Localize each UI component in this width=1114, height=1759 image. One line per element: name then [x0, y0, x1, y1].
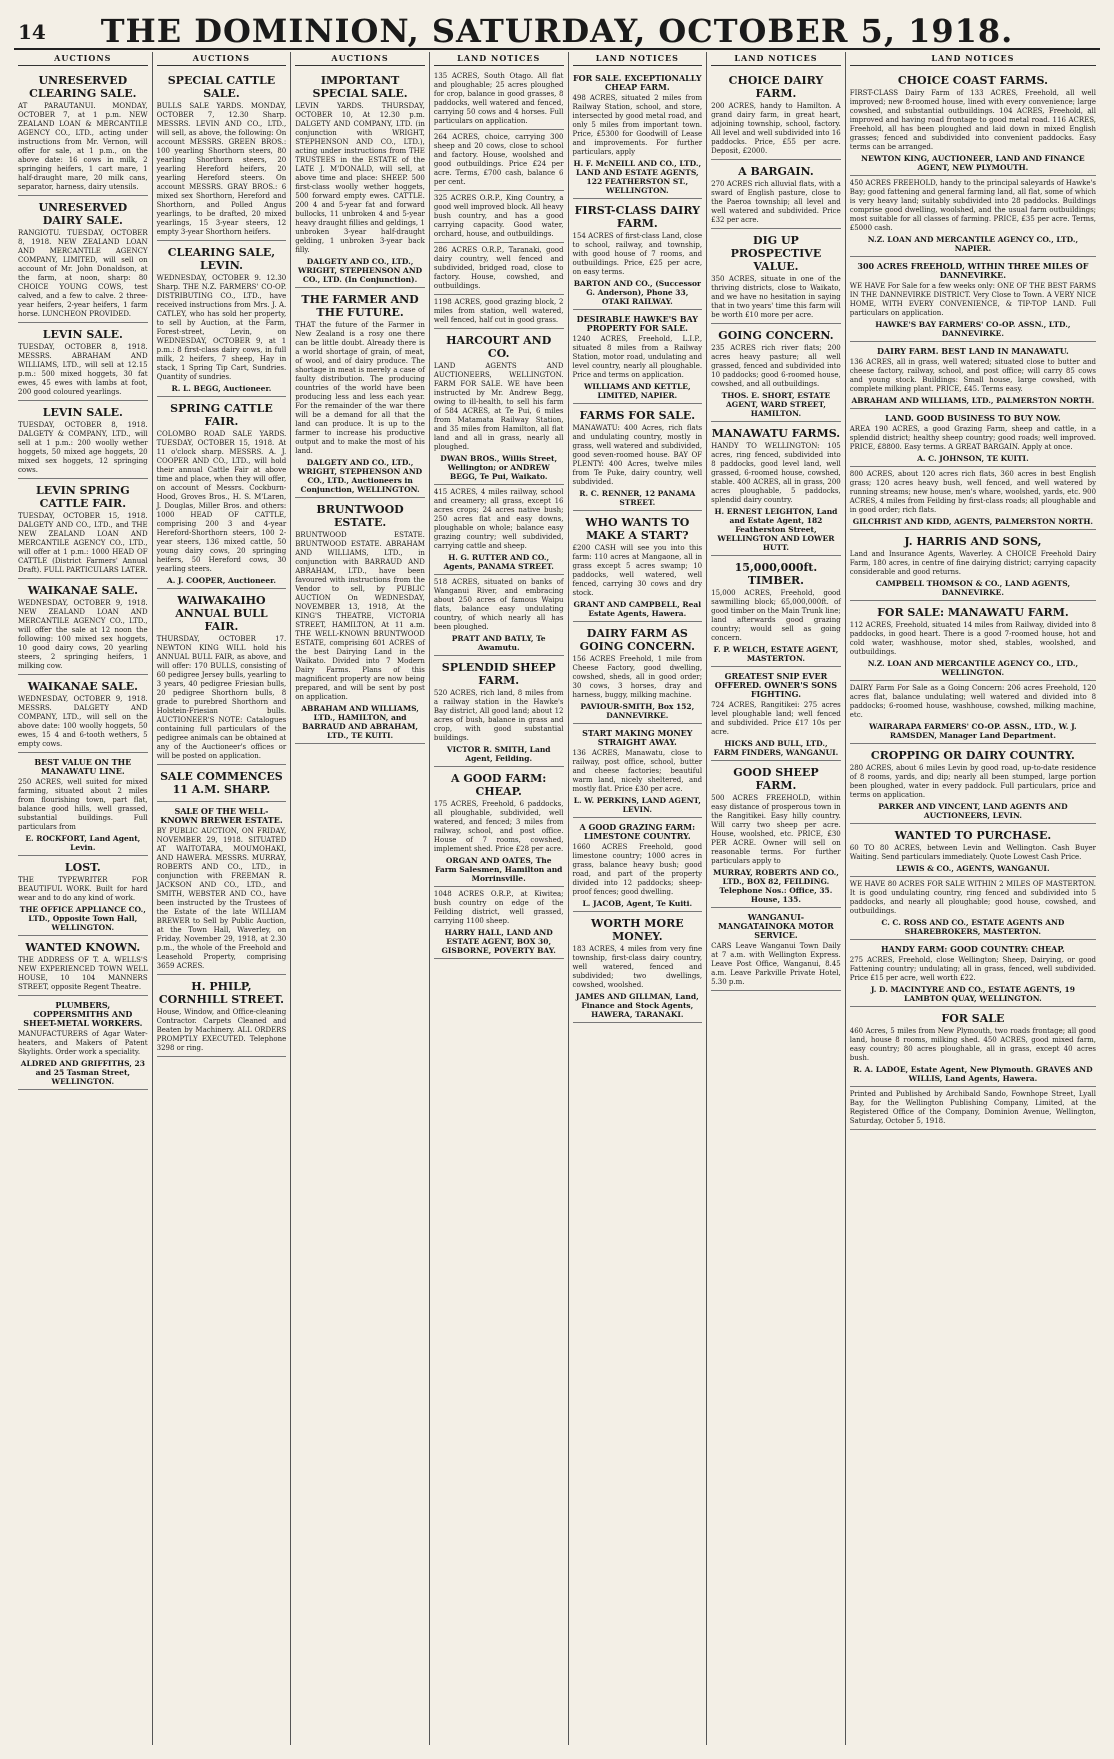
column-header: LAND NOTICES [711, 52, 841, 66]
advertisement [573, 404, 703, 511]
ad-agent: DALGETY AND CO., LTD., WRIGHT, STEPHENSON AND CO., LTD. (In Conjunction). [297, 257, 423, 284]
advertisement [434, 485, 564, 575]
ad-heading: PLUMBERS, COPPERSMITHS AND SHEET-METAL WORKERS. [23, 1000, 143, 1028]
ad-agent: E. ROCKFORT, Land Agent, Levin. [25, 834, 141, 852]
ad-agent: N.Z. LOAN AND MERCANTILE AGENCY CO., LTD., WELLINGTON. [867, 659, 1079, 677]
ad-body: 498 ACRES, situated 2 miles from Railway Station, school, and store, intersected by good metal road, and only 5 miles from important town. Price, £5300 for Goodwill of Lease and improvements. For further particulars, apply [572, 94, 703, 156]
advertisement [18, 856, 148, 936]
advertisement [850, 940, 1096, 1007]
advertisement [850, 467, 1096, 530]
column-header: LAND NOTICES [573, 52, 703, 66]
ad-agent: THOS. E. SHORT, ESTATE AGENT, WARD STREET, HAMILTON. [721, 391, 831, 418]
ad-heading: 300 ACRES FREEHOLD, WITHIN THREE MILES OF DANNEVIRKE. [857, 261, 1089, 280]
ad-agent: A. J. COOPER, Auctioneer. [166, 576, 276, 585]
advertisement [157, 975, 287, 1057]
ad-heading: IMPORTANT SPECIAL SALE. [312, 74, 408, 100]
ad-agent: DWAN BROS., Willis Street, Wellington; or ANDREW BEGG, Te Pui, Waikato. [440, 454, 558, 481]
ad-body: THE ADDRESS OF T. A. WELLS'S NEW EXPERIENCED TOWN WELL HOUSE, 10 104 MANNERS STREET, opposite Regent Theatre. [18, 956, 148, 991]
ad-body: 183 ACRES, 4 miles from very fine township, first-class dairy country, well watered, fenced and subdivided; two dwellings, cowshed, woolshed. [572, 945, 703, 989]
ad-agent: A. C. JOHNSON, TE KUITI. [917, 454, 1029, 463]
ad-body: 154 ACRES of first-class Land, close to school, railway, and township, with good house of 7 rooms, and outbuildings. Price, £25 per acre, on easy terms. [572, 232, 703, 276]
ad-body: BY PUBLIC AUCTION, ON FRIDAY, NOVEMBER 29, 1918. SITUATED AT WAITOTARA, MOUMOHAKI, AND HAWERA. MESSRS. MURRAY, ROBERTS AND CO., LTD., in conjunction with FREEMAN R. JACKSON AND CO., LTD., and SMITH, WEBSTER AND CO., have been instructed by the Trustees of the Estate of the late WILLIAM BREWER to Sell by Public Auction, at the Town Hall, Waverley, on Friday, November 29, 1918, at 2.30 p.m., the whole of the Freehold and Leasehold Property, comprising 3659 ACRES. [156, 827, 287, 970]
ad-body: FIRST-CLASS Dairy Farm of 133 ACRES, Freehold, all well improved; new 8-roomed house, lined with every convenience; large cowshed, and substantial outbuildings. 104 ACRES, Freehold, all improved and having road frontage to good metal road. 116 ACRES, Freehold, all has been ploughed and laid down in mixed English grasses; fenced and subdivided into convenient paddocks. Easy terms can be arranged. [849, 89, 1097, 151]
ad-heading: FARMS FOR SALE. [579, 409, 696, 422]
ad-body: WEDNESDAY, OCTOBER 9, 1918. MESSRS. DALGETY AND COMPANY, LTD., will sell on the above date: 100 woolly hoggets, 50 ewes, 15 4 and 6-tooth wethers, 5 empty cows. [18, 695, 148, 748]
ad-agent: WAIRARAPA FARMERS' CO-OP. ASSN., LTD., W. J. RAMSDEN, Manager Land Department. [869, 722, 1077, 740]
column-header: AUCTIONS [295, 52, 425, 66]
ad-heading: WAIWAKAIHO ANNUAL BULL FAIR. [175, 594, 268, 633]
page-number: 14 [18, 20, 46, 44]
ad-heading: SALE OF THE WELL-KNOWN BREWER ESTATE. [160, 806, 283, 825]
ad-heading: LEVIN SALE. [42, 406, 123, 419]
ad-body: TUESDAY, OCTOBER 15, 1918. DALGETY AND CO., LTD., and THE NEW ZEALAND LOAN AND MERCANTILE AGENCY CO., LTD., will offer at 1 p.m.: 1000 HEAD OF CATTLE (District Farmers' Annual Draft). FULL PARTICULARS LATER. [18, 512, 148, 574]
ad-body: Printed and Published by Archibald Sando, Fownhope Street, Lyall Bay, for the Wellington Publishing Company, Limited, at the Registered Office of the Company, Dominion Avenue, Wellington, Saturday, October 5, 1918. [849, 1090, 1097, 1125]
ad-agent: GILCHRIST AND KIDD, AGENTS, PALMERSTON NORTH. [852, 517, 1094, 526]
column-1 [14, 52, 153, 1745]
advertisement [18, 675, 148, 753]
ad-body: 200 ACRES, handy to Hamilton. A grand dairy farm, in great heart, adjoining township, school, factory. All level and well subdivided into 16 paddocks. Price, £55 per acre. Deposit, £2000. [711, 102, 841, 155]
ad-body: 350 ACRES, situate in one of the thriving districts, close to Waikato, and we have no hesitation in saying that in two years' time this farm will be worth £10 more per acre. [711, 275, 841, 319]
advertisement [850, 342, 1096, 409]
ad-body: THE TYPEWRITER FOR BEAUTIFUL WORK. Built for hard wear and to do any kind of work. [18, 876, 148, 902]
ad-body: 136 ACRES, all in grass, well watered; situated close to butter and cheese factory, railway, school, and post office; will carry 85 cows and young stock. Buildings: Small house, large cowshed, with complete milking plant. PRICE, £45. Terms easy. [849, 358, 1097, 393]
advertisement [434, 295, 564, 329]
ad-agent: NEWTON KING, AUCTIONEER, LAND AND FINANCE AGENT, NEW PLYMOUTH. [861, 154, 1085, 172]
ad-agent: R. C. RENNER, 12 PANAMA STREET. [579, 489, 696, 507]
advertisement [573, 69, 703, 199]
ad-body: AREA 190 ACRES, a good Grazing Farm, sheep and cattle, in a splendid district; healthy sheep country; good roads; well improved. PRICE, £8800. Easy terms. A GREAT BARGAIN. Apply at once. [849, 425, 1097, 451]
advertisement [434, 191, 564, 243]
ad-heading: SPRING CATTLE FAIR. [170, 402, 273, 428]
ad-heading: WANTED TO PURCHASE. [894, 829, 1052, 842]
advertisement [573, 818, 703, 912]
ad-body: 275 ACRES, Freehold, close Wellington; Sheep, Dairying, or good Fattening country; undulating; all in grass, fenced, well subdivided. Price £15 per acre, well worth £22. [849, 956, 1097, 982]
advertisement [573, 724, 703, 818]
advertisement [711, 908, 841, 991]
ad-agent: N.Z. LOAN AND MERCANTILE AGENCY CO., LTD., NAPIER. [867, 235, 1079, 253]
ad-body: 325 ACRES O.R.P., King Country, a good well improved block. All heavy bush country, and has a good carrying capacity. Good water, orchard, house, and outbuildings. [433, 194, 564, 238]
ad-agent: R. L. BEGG, Auctioneer. [171, 384, 272, 393]
ad-body: 136 ACRES, Manawatu, close to railway, post office, school, butter and cheese factories; beautiful warm land, nicely sheltered, and mostly flat. Price £30 per acre. [572, 749, 703, 793]
ad-body: WEDNESDAY, OCTOBER 9. 12.30 Sharp. THE N.Z. FARMERS' CO-OP. DISTRIBUTING CO., LTD., have received instructions from Mrs. J. A. CATLEY, who has sold her property, to sell by Auction, at the Farm, Forest-street, Levin, on WEDNESDAY, OCTOBER 9, at 1 p.m.: 8 first-class dairy cows, in full milk, 2 heifers, 7 sheep, Hay in stack, 1 Spring Tip Cart, Sundries. Quantity of sundries. [156, 274, 287, 381]
newspaper-title: THE DOMINION, SATURDAY, OCTOBER 5, 1918. [100, 12, 1014, 50]
ad-heading: CROPPING OR DAIRY COUNTRY. [870, 749, 1075, 762]
advertisement [434, 575, 564, 656]
ad-heading: DAIRY FARM. BEST LAND IN MANAWATU. [877, 346, 1069, 356]
ad-heading: FOR SALE: MANAWATU FARM. [877, 606, 1069, 619]
ad-agent: MURRAY, ROBERTS AND CO., LTD., BOX 82, FEILDING. Telephone Nos.: Office, 35. House, 135. [712, 868, 839, 904]
ad-heading: H. PHILP, CORNHILL STREET. [158, 980, 284, 1006]
ad-heading: WAIKANAE SALE. [27, 680, 138, 693]
column-7 [846, 52, 1100, 1745]
ad-heading: 15,000,000ft. TIMBER. [734, 561, 818, 587]
ad-heading: A BARGAIN. [738, 165, 814, 178]
ad-body: TUESDAY, OCTOBER 8, 1918. MESSRS. ABRAHAM AND WILLIAMS, LTD., will sell at 12.15 p.m.: 500 mixed hoggets, 30 fat ewes, 45 ewes with lambs at foot, 200 good coloured yearlings. [18, 343, 148, 396]
advertisement [434, 243, 564, 295]
ad-body: WE HAVE For Sale for a few weeks only: ONE OF THE BEST FARMS IN THE DANNEVIRKE DISTRICT. Very Close to Town. A VERY NICE HOME, WITH EVERY CONVENIENCE, & TIP-TOP LAND. Full particulars on application. [849, 282, 1097, 317]
ad-heading: CHOICE DAIRY FARM. [728, 74, 824, 100]
ad-agent: R. A. LADOE, Estate Agent, New Plymouth. GRAVES AND WILLIS, Land Agents, Hawera. [853, 1065, 1093, 1083]
ad-agent: ORGAN AND OATES, The Farm Salesmen, Hamilton and Morrinsville. [434, 856, 563, 883]
ad-heading: WAIKANAE SALE. [27, 584, 138, 597]
ad-body: BULLS SALE YARDS. MONDAY, OCTOBER 7, 12.30 Sharp. MESSRS. LEVIN AND CO., LTD., will sell, as above, the following: On account MESSRS. GREEN BROS.: 100 yearling Shorthorn steers, 80 yearling Shorthorn steers, 20 yearling Hereford heifers, 20 yearling Hereford steers. On account MESSRS. GRAY BROS.: 6 mixed sex Shorthorn, Hereford and Shorthorn, and Polled Angus yearlings, to be drafted, 20 mixed yearlings, 15 3-year steers, 12 empty 3-year Shorthorn heifers. [156, 102, 287, 236]
ad-body: 520 ACRES, rich land, 8 miles from a railway station in the Hawke's Bay district, All good land; about 12 acres of bush, balance in grass and crop, with good substantial buildings. [433, 689, 564, 742]
masthead [14, 6, 1100, 50]
ad-heading: WHO WANTS TO MAKE A START? [585, 516, 690, 542]
ad-body: HANDY TO WELLINGTON: 105 acres, ring fenced, subdivided into 8 paddocks, good level land, well grassed, 6-roomed house, cowshed, stable. 400 ACRES, all in grass, 200 acres ploughable, 5 paddocks, splendid dairy country. [711, 442, 841, 504]
ad-heading: J. HARRIS AND SONS, [904, 535, 1042, 548]
ad-agent: BARTON AND CO., (Successor G. Anderson), Phone 33, OTAKI RAILWAY. [573, 279, 701, 306]
ad-heading: UNRESERVED CLEARING SALE. [29, 74, 137, 100]
ad-agent: L. W. PERKINS, LAND AGENT, LEVIN. [573, 796, 701, 814]
ad-body: 60 TO 80 ACRES, between Levin and Wellington. Cash Buyer Waiting. Send particulars immediately. Quote Lowest Cash Price. [849, 844, 1097, 861]
ad-heading: FOR SALE [941, 1012, 1005, 1025]
advertisement [711, 761, 841, 908]
ad-heading: SPLENDID SHEEP FARM. [441, 661, 556, 687]
ad-agent: C. C. ROSS AND CO., ESTATE AGENTS AND SHAREBROKERS, MASTERTON. [881, 918, 1065, 936]
ad-heading: FOR SALE. EXCEPTIONALLY CHEAP FARM. [572, 73, 702, 92]
ad-heading: SPECIAL CATTLE SALE. [167, 74, 276, 100]
ad-body: BRUNTWOOD ESTATE. BRUNTWOOD ESTATE. ABRAHAM AND WILLIAMS, LTD., in conjunction with BARRAUD AND ABRAHAM, LTD., have been favoured with instructions from the Vendor to sell, by PUBLIC AUCTION On WEDNESDAY, NOVEMBER 13, 1918, At the KING'S THEATRE, VICTORIA STREET, HAMILTON, At 11 a.m. THE WELL-KNOWN BRUNTWOOD ESTATE, comprising 601 ACRES of the best Dairying Land in the Waikato. Divided into 7 Modern Dairy Farms. Plans of this magnificent property are now being prepared, and will be sent by post on application. [295, 531, 425, 701]
advertisement [434, 767, 564, 887]
ad-heading: DAIRY FARM AS GOING CONCERN. [579, 627, 695, 653]
ad-body: 280 ACRES, about 6 miles Levin by good road, up-to-date residence of 8 rooms, yards, and dip; nearly all been stumped, large portion been ploughed, water in every paddock. Full particulars, price and terms on application. [849, 764, 1097, 799]
ad-agent: PRATT AND BATLY, Te Awamutu. [451, 634, 546, 652]
advertisement [157, 397, 287, 589]
ad-body: THAT the future of the Farmer in New Zealand is a rosy one there can be little doubt. Already there is a world shortage of grain, of meat, of wool, and of dairy produce. The shortage in meat is merely a case of faulty distribution. The producing countries of the world have been producing less and less each year. For the remainder of the war there will be a demand for all that the land can produce. It is up to the farmer to increase his productive output and to make the most of his land. [295, 321, 425, 455]
ad-agent: JAMES AND GILLMAN, Land, Finance and Stock Agents, HAWERA, TARANAKI. [575, 992, 699, 1019]
ad-body: LAND AGENTS AND AUCTIONEERS, WELLINGTON. FARM FOR SALE. WE have been instructed by Mr. Andrew Begg, owing to ill-health, to sell his farm of 584 ACRES, at Te Pui, 6 miles from Matamata Railway Station, and 35 miles from Hamilton, all flat land and all in grass, nearly all ploughed. [433, 362, 564, 451]
ad-heading: MANAWATU FARMS. [711, 427, 841, 440]
ad-body: House, Window, and Office-cleaning Contractor. Carpets Cleaned and Beaten by Machinery. ALL ORDERS PROMPTLY EXECUTED. Telephone 3298 or ring. [156, 1008, 287, 1052]
ad-body: 800 ACRES, about 120 acres rich flats, 360 acres in best English grass; 120 acres heavy bush, well fenced, and well watered by running streams; new house, men's whare, woolshed, yards, etc. 900 ACRES, 4 miles from Feilding by first-class roads; all ploughable and in good order; rich flats. [849, 470, 1097, 514]
advertisement [434, 130, 564, 191]
ad-heading: A GOOD GRAZING FARM: LIMESTONE COUNTRY. [579, 822, 696, 841]
ad-body: 112 ACRES, Freehold, situated 14 miles from Railway, divided into 8 paddocks, in good heart. There is a good 7-roomed house, hot and cold water, washhouse, motor shed, stables, woolshed, and outbuildings. [849, 621, 1097, 656]
ad-body: COLOMBO ROAD SALE YARDS. TUESDAY, OCTOBER 15, 1918. At 11 o'clock sharp. MESSRS. A. J. COOPER AND CO., LTD., will hold their annual Cattle Fair at above time and place, when they will offer, on account of Messrs. Cockburn-Hood, Groves Bros., H. S. M'Laren, J. Douglas, Miller Bros. and others: 1000 HEAD OF CATTLE, comprising 200 3 and 4-year Hereford-Shorthorn steers, 100 2-year steers, 136 mixed cattle, 50 young dairy cows, 20 springing heifers, 50 Hereford cows, 30 yearling steers. [156, 430, 287, 573]
ad-body: 500 ACRES FREEHOLD, within easy distance of prosperous town in the Rangitikei. Easy hilly country. Will carry two sheep per acre. House, woolshed, etc. PRICE, £30 PER ACRE. Owner will sell on reasonable terms. For further particulars apply to [711, 794, 841, 865]
advertisement [434, 69, 564, 130]
ad-heading: DESIRABLE HAWKE'S BAY PROPERTY FOR SALE. [576, 314, 698, 333]
advertisement [295, 288, 425, 498]
advertisement [711, 160, 841, 229]
advertisement [850, 744, 1096, 824]
ad-agent: CAMPBELL THOMSON & CO., LAND AGENTS, DANNEVIRKE. [875, 579, 1071, 597]
ad-body: CARS Leave Wanganui Town Daily at 7 a.m. with Wellington Express. Leave Post Office, Wanganui, 8.45 a.m. Leave Parkville Private Hotel, 5.30 p.m. [711, 942, 841, 986]
ad-body: LEVIN YARDS. THURSDAY, OCTOBER 10, At 12.30 p.m. DALGETY AND COMPANY, LTD. (in conjunction with WRIGHT, STEPHENSON AND CO., LTD.), acting under instructions from THE TRUSTEES in the ESTATE of the LATE J. M'DONALD, will sell, at above time and place: SHEEP. 500 first-class woolly wether hoggets, 500 forward empty ewes. CATTLE. 200 4 and 5-year fat and forward bullocks, 11 unbroken 4 and 5-year heavy draught fillies and geldings, 1 unbroken 3-year half-draught gelding, 1 unbroken 3-year back filly. [295, 102, 425, 254]
ad-heading: THE FARMER AND THE FUTURE. [301, 293, 419, 319]
advertisement [850, 1087, 1096, 1130]
ad-agent: F. P. WELCH, ESTATE AGENT, MASTERTON. [713, 645, 839, 663]
ad-agent: DALGETY AND CO., LTD., WRIGHT, STEPHENSON AND CO., LTD., Auctioneers in Conjunction, WELLINGTON. [297, 458, 423, 494]
advertisement [711, 422, 841, 556]
advertisement [573, 511, 703, 622]
ad-body: 286 ACRES O.R.P., Taranaki, good dairy country, well fenced and subdivided, bridged road, close to factory. House, cowshed, and outbuildings. [433, 246, 564, 290]
ad-heading: WORTH MORE MONEY. [591, 917, 684, 943]
ad-body: TUESDAY, OCTOBER 8, 1918. DALGETY & COMPANY, LTD., will sell at 1 p.m.: 200 woolly wether hoggets, 50 mixed age hoggets, 20 mixed sex hoggets, 12 springing cows. [18, 421, 148, 474]
advertisement [850, 409, 1096, 467]
ad-agent: PAVIOUR-SMITH, Box 152, DANNEVIRKE. [580, 702, 695, 720]
ad-body: MANAWATU: 400 Acres, rich flats and undulating country, mostly in grass, well watered and subdivided, good seven-roomed house. BAY OF PLENTY: 400 Acres, twelve miles from Te Puke, dairy country, well subdivided. [572, 424, 703, 486]
ad-heading: WANGANUI-MANGATAINOKA MOTOR SERVICE. [718, 912, 834, 940]
ad-agent: J. D. MACINTYRE AND CO., ESTATE AGENTS, 19 LAMBTON QUAY, WELLINGTON. [870, 985, 1075, 1003]
advertisement [18, 753, 148, 856]
ad-body: 724 ACRES, Rangitikei: 275 acres level ploughable land; well fenced and subdivided. Price £17 10s per acre. [711, 701, 841, 736]
ad-heading: LAND. GOOD BUSINESS TO BUY NOW. [885, 413, 1061, 423]
ad-heading: BRUNTWOOD ESTATE. [316, 503, 404, 529]
ad-body: WE HAVE 80 ACRES FOR SALE WITHIN 2 MILES OF MASTERTON. It is good undulating country, ring fenced and subdivided into 5 paddocks, and nearly all ploughable; good house, cowshed, and outbuildings. [849, 880, 1097, 915]
column-header: LAND NOTICES [434, 52, 564, 66]
ad-body: 250 ACRES, well suited for mixed farming, situated about 2 miles from flourishing town, part flat, balance good hills, well grassed, substantial buildings. Full particulars from [18, 778, 148, 831]
ad-agent: ABRAHAM AND WILLIAMS, LTD., HAMILTON, and BARRAUD AND ABRAHAM, LTD., TE KUITI. [301, 704, 419, 740]
advertisement [573, 199, 703, 310]
advertisement [18, 69, 148, 196]
ad-heading: CLEARING SALE, LEVIN. [167, 246, 276, 272]
ad-heading: CHOICE COAST FARMS. [897, 74, 1048, 87]
ad-body: 1660 ACRES Freehold, good limestone country; 1000 acres in grass, balance heavy bush; good road, and part of the property divided into 12 paddocks; sheep-proof fences; good dwelling. [572, 843, 703, 896]
ad-heading: START MAKING MONEY STRAIGHT AWAY. [582, 728, 693, 747]
ad-body: 1198 ACRES, good grazing block, 2 miles from station, well watered, well fenced, half cut in good grass. [433, 298, 564, 324]
column-5 [569, 52, 708, 1745]
ad-heading: SALE COMMENCES 11 A.M. SHARP. [160, 770, 283, 796]
advertisement [850, 601, 1096, 681]
column-header: AUCTIONS [18, 52, 148, 66]
ad-agent: HICKS AND BULL, LTD., FARM FINDERS, WANGANUI. [713, 739, 839, 757]
advertisement [850, 877, 1096, 940]
advertisement [18, 479, 148, 579]
ad-heading: HARCOURT AND CO. [446, 334, 552, 360]
column-header: LAND NOTICES [850, 52, 1096, 66]
advertisement [850, 530, 1096, 601]
advertisement [434, 329, 564, 485]
ad-agent: L. JACOB, Agent, Te Kuiti. [582, 899, 693, 908]
ad-body: 156 ACRES Freehold, 1 mile from Cheese Factory, good dwelling, cowshed, sheds, all in good order; 30 cows, 3 horses, dray and harness, buggy, milking machine. [572, 655, 703, 699]
advertisement [850, 1007, 1096, 1087]
ad-body: WEDNESDAY, OCTOBER 9, 1918. NEW ZEALAND LOAN AND MERCANTILE AGENCY CO., LTD., will offer the sale at 12 noon the following: 100 mixed sex hoggets, 10 good dairy cows, 20 yearling steers, 2 springing heifers, 1 milking cow. [18, 599, 148, 670]
ad-agent: GRANT AND CAMPBELL, Real Estate Agents, Hawera. [573, 600, 702, 618]
advertisement [18, 579, 148, 675]
ad-body: £200 CASH will see you into this farm: 110 acres at Mangaone, all in grass except 5 acres swamp; 10 paddocks, well watered, well fenced, carrying 30 cows and dry stock. [572, 544, 703, 597]
ad-body: DAIRY Farm For Sale as a Going Concern: 206 acres Freehold, 120 acres flat, balance undulating; well watered and divided into 8 paddocks; 6-roomed house, washhouse, cowshed, milking machine, etc. [849, 684, 1097, 719]
ad-agent: ALDRED AND GRIFFITHS, 23 and 25 Tasman Street, WELLINGTON. [20, 1059, 145, 1086]
advertisement [157, 589, 287, 765]
ad-agent: THE OFFICE APPLIANCE CO., LTD., Opposite Town Hall, WELLINGTON. [19, 905, 146, 932]
advertisement [850, 681, 1096, 744]
ad-body: 264 ACRES, choice, carrying 300 sheep and 20 cows, close to school and factory. House, woolshed and good outbuildings. Price £24 per acre. Terms, £700 cash, balance 6 per cent. [433, 133, 564, 186]
ad-body: 270 ACRES rich alluvial flats, with a sward of English pasture, close to the Paeroa township; all level and well watered and subdivided. Price £32 per acre. [711, 180, 841, 224]
ad-body: 1048 ACRES O.R.P., at Kiwitea; bush country on edge of the Feilding district, well grassed, carrying 1100 sheep. [433, 890, 564, 925]
ad-body: THURSDAY, OCTOBER 17. NEWTON KING WILL hold his ANNUAL BULL FAIR, as above, and will offer: 170 BULLS, consisting of 60 pedigree Jersey bulls, yearling to 3 years, 40 pedigree Friesian bulls, 20 pedigree Shorthorn bulls, 8 grade to purebred Shorthorn and Holstein-Friesian bulls. AUCTIONEER'S NOTE: Catalogues containing full particulars of the pedigree animals can be obtained at any of the Auctioneer's offices or will be posted on application. [156, 635, 287, 760]
ad-agent: ABRAHAM AND WILLIAMS, LTD., PALMERSTON NORTH. [851, 396, 1095, 405]
ad-heading: GREATEST SNIP EVER OFFERED. OWNER'S SONS FIGHTING. [714, 671, 838, 699]
ad-agent: HARRY HALL, LAND AND ESTATE AGENT, BOX 30, GISBORNE, POVERTY BAY. [441, 928, 556, 955]
advertisement [711, 667, 841, 761]
ad-agent: H. ERNEST LEIGHTON, Land and Estate Agent, 182 Featherston Street, WELLINGTON AND LOWER HUTT. [714, 507, 838, 552]
advertisement [18, 996, 148, 1090]
ad-heading: LOST. [64, 861, 101, 874]
advertisement [711, 69, 841, 160]
ad-heading: DIG UP PROSPECTIVE VALUE. [730, 234, 822, 273]
ad-body: 135 ACRES, South Otago. All flat and ploughable; 25 acres ploughed for crop, balance in good grasses, 8 paddocks, well watered and fenced, carrying 50 cows and 4 horses. Full particulars on application. [433, 72, 564, 125]
advertisement [18, 323, 148, 401]
ad-heading: BEST VALUE ON THE MANAWATU LINE. [34, 757, 132, 776]
advertisement [295, 69, 425, 288]
ad-body: 1240 ACRES, Freehold, L.I.P., situated 8 miles from a Railway Station, motor road, undulating and level country, nearly all ploughable. Price and terms on application. [572, 335, 703, 379]
ad-heading: LEVIN SALE. [42, 328, 123, 341]
advertisement [157, 765, 287, 802]
ad-body: AT PARAUTANUI. MONDAY, OCTOBER 7, at 1 p.m. NEW ZEALAND LOAN & MERCANTILE AGENCY CO., LTD., acting under instructions from Mr. Vernon, will offer for sale, at 1 p.m., on the above date: 16 cows in milk, 2 springing heifers, 1 cart mare, 1 half-draught mare, 20 milk cans, separator, harness, dairy utensils. [18, 102, 148, 191]
advertisement [711, 229, 841, 324]
ad-agent: HAWKE'S BAY FARMERS' CO-OP. ASSN., LTD., DANNEVIRKE. [875, 320, 1071, 338]
ad-body: MANUFACTURERS of Agar Water-heaters, and Makers of Patent Skylights. Order work a speciality. [18, 1030, 148, 1056]
ad-body: Land and Insurance Agents, Waverley. A CHOICE Freehold Dairy Farm, 180 acres, in centre of fine dairying district; carrying capacity considerable and good returns. [849, 550, 1097, 576]
advertisement [18, 936, 148, 996]
ad-heading: WANTED KNOWN. [25, 941, 141, 954]
column-grid [14, 52, 1100, 1745]
advertisement [850, 69, 1096, 176]
ad-agent: WILLIAMS AND KETTLE, LIMITED, NAPIER. [583, 382, 691, 400]
ad-heading: A GOOD FARM: CHEAP. [451, 772, 547, 798]
advertisement [295, 498, 425, 744]
ad-heading: GOING CONCERN. [718, 329, 834, 342]
ad-agent: PARKER AND VINCENT, LAND AGENTS AND AUCTIONEERS, LEVIN. [878, 802, 1068, 820]
ad-body: 175 ACRES, Freehold, 6 paddocks, all ploughable, subdivided, well watered, and fenced; 3 miles from railway, school, and post office. House of 7 rooms, cowshed, implement shed. Price £28 per acre. [433, 800, 564, 853]
advertisement [434, 887, 564, 959]
advertisement [157, 69, 287, 241]
advertisement [157, 241, 287, 397]
advertisement [573, 310, 703, 404]
advertisement [434, 656, 564, 767]
advertisement [18, 401, 148, 479]
ad-body: 235 ACRES rich river flats; 200 acres heavy pasture; all well grassed, fenced and subdivided into 10 paddocks; good 6-roomed house, cowshed, and all outbuildings. [711, 344, 841, 388]
ad-body: 15,000 ACRES, Freehold, good sawmilling block; 65,000,000ft. of good timber on the Main Trunk line; land afterwards good grazing country; would sell as going concern. [711, 589, 841, 642]
advertisement [573, 912, 703, 1023]
advertisement [850, 176, 1096, 257]
ad-body: 415 ACRES, 4 miles railway, school and creamery; all grass, except 16 acres crops; 24 acres native bush; 250 acres flat and easy downs, ploughable on whole; balance easy grazing country; well subdivided, carrying cattle and sheep. [433, 488, 564, 550]
ad-agent: LEWIS & CO., AGENTS, WANGANUI. [896, 864, 1050, 873]
ad-body: RANGIOTU. TUESDAY, OCTOBER 8, 1918. NEW ZEALAND LOAN AND MERCANTILE AGENCY COMPANY, LIMITED, will sell on account of Mr. John Donaldson, at the farm, at noon, sharp: 80 CHOICE YOUNG COWS, test calved, and a few to calve. 2 three-year heifers, 2-year heifers, 1 farm horse. LUNCHEON PROVIDED. [18, 229, 148, 318]
ad-body: 450 ACRES FREEHOLD, handy to the principal saleyards of Hawke's Bay; good fattening and general farming land, all flat, some of which is very heavy land; suitably subdivided into 28 paddocks. Buildings comprise good dwelling, woolshed, and the usual farm outbuildings; most suitable for all classes of farming. PRICE, £35 per acre. Terms, £5000 cash. [849, 179, 1097, 232]
advertisement [711, 556, 841, 667]
ad-body: 518 ACRES, situated on banks of Wanganui River, and embracing about 250 acres of famous Waipu flats, balance easy undulating country, of which nearly all has been ploughed. [433, 578, 564, 631]
ad-heading: UNRESERVED DAIRY SALE. [38, 201, 128, 227]
advertisement [711, 324, 841, 422]
advertisement [850, 257, 1096, 342]
ad-heading: HANDY FARM: GOOD COUNTRY: CHEAP. [880, 944, 1065, 954]
ad-agent: VICTOR R. SMITH, Land Agent, Feilding. [446, 745, 551, 763]
column-4 [430, 52, 569, 1745]
column-6 [707, 52, 846, 1745]
ad-heading: GOOD SHEEP FARM. [733, 766, 819, 792]
ad-heading: LEVIN SPRING CATTLE FAIR. [35, 484, 130, 510]
advertisement [573, 622, 703, 724]
ad-heading: FIRST-CLASS DAIRY FARM. [574, 204, 700, 230]
ad-body: 460 Acres, 5 miles from New Plymouth, two roads frontage; all good land, house 8 rooms, milking shed. 450 ACRES, good mixed farm, easy country; 80 acres ploughable, all in grass, except 40 acres bush. [849, 1027, 1097, 1062]
column-2 [153, 52, 292, 1745]
advertisement [157, 802, 287, 975]
column-3 [291, 52, 430, 1745]
advertisement [850, 824, 1096, 877]
advertisement [18, 196, 148, 323]
column-header: AUCTIONS [157, 52, 287, 66]
ad-agent: H. F. McNEILL AND CO., LTD., LAND AND ESTATE AGENTS, 122 FEATHERSTON ST., WELLINGTON. [573, 159, 702, 195]
ad-agent: H. G. RUTTER AND CO., Agents, PANAMA STREET. [443, 553, 554, 571]
